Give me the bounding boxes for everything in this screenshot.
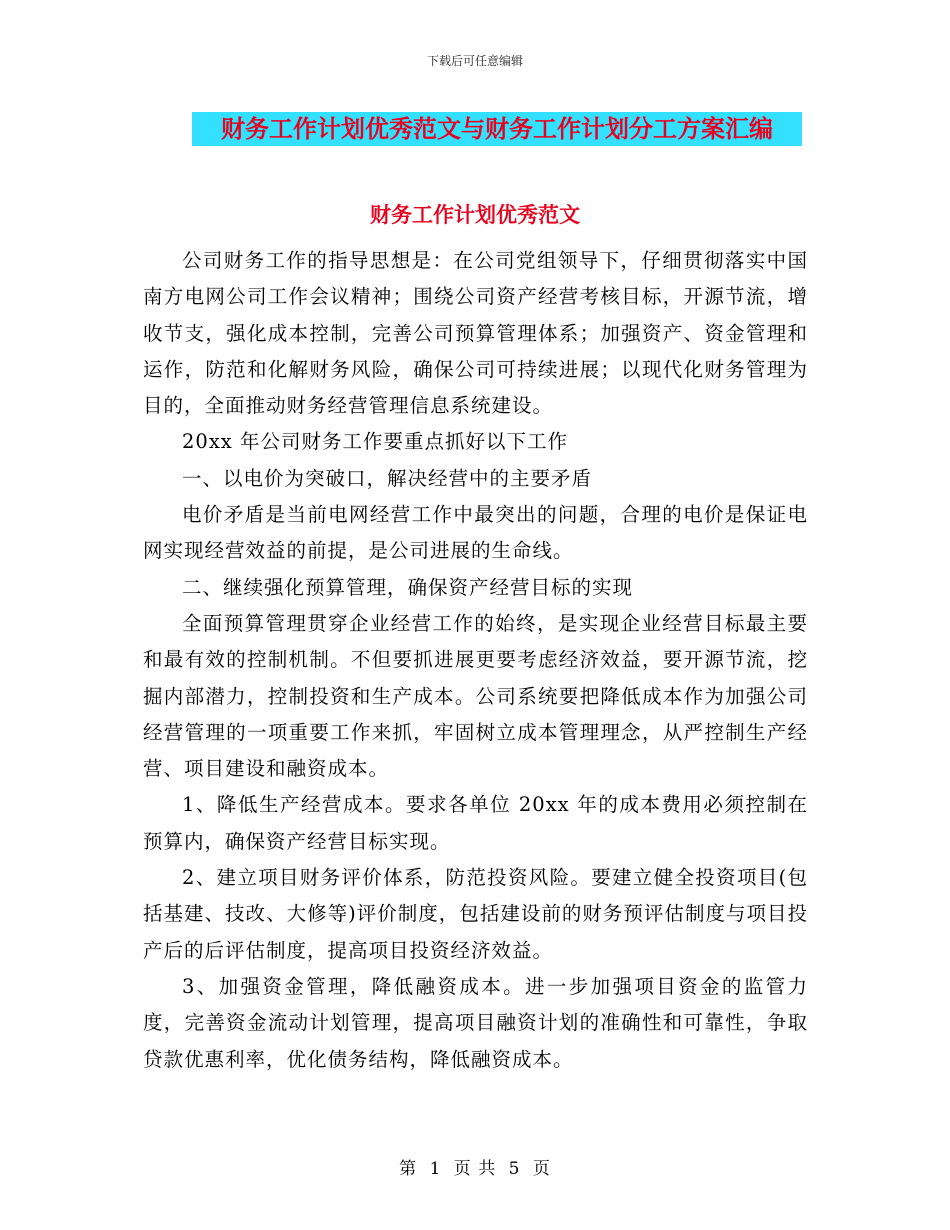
paragraph-budget-management: 全面预算管理贯穿企业经营工作的始终，是实现企业经营目标最主要和最有效的控制机制。不但要抓进展更要考虑经济效益，要开源节流，挖掘内部潜力，控制投资和生产成本。公司系统要把降低成本作为加强公司经营管理的一项重要工作来抓，牢固树立成本管理理念，从严控制生产经营、项目建设和融资成本。 xyxy=(143,611,808,781)
paragraph-electricity-price: 电价矛盾是当前电网经营工作中最突出的问题，合理的电价是保证电网实现经营效益的前提，是公司进展的生命线。 xyxy=(143,503,808,563)
document-title: 财务工作计划优秀范文与财务工作计划分工方案汇编 xyxy=(192,112,802,146)
heading-electricity-price: 一、以电价为突破口，解决经营中的主要矛盾 xyxy=(182,466,593,490)
footer-total-pages: 5 xyxy=(508,1159,521,1179)
paragraph-project-evaluation: 2、建立项目财务评价体系，防范投资风险。要建立健全投资项目(包括基建、技改、大修等)评价制度，包括建设前的财务预评估制度与项目投产后的后评估制度，提高项目投资经济效益。 xyxy=(143,866,808,962)
paragraph-reduce-costs: 1、降低生产经营成本。要求各单位 20xx 年的成本费用必须控制在预算内，确保资产经营目标实现。 xyxy=(143,793,808,853)
paragraph-fund-management: 3、加强资金管理，降低融资成本。进一步加强项目资金的监管力度，完善资金流动计划管理，提高项目融资计划的准确性和可靠性，争取贷款优惠利率，优化债务结构，降低融资成本。 xyxy=(143,974,808,1071)
document-body xyxy=(143,243,808,1078)
section-title: 财务工作计划优秀范文 xyxy=(370,202,580,227)
header-note: 下载后可任意编辑 xyxy=(426,54,523,68)
paragraph-key-tasks-intro: 20xx 年公司财务工作要重点抓好以下工作 xyxy=(182,430,569,454)
footer-prefix: 第 xyxy=(399,1159,418,1179)
footer-page-number: 1 xyxy=(429,1159,442,1179)
paragraph-guiding-principle: 公司财务工作的指导思想是：在公司党组领导下，仔细贯彻落实中国南方电网公司工作会议精神；围绕公司资产经营考核目标，开源节流，增收节支，强化成本控制，完善公司预算管理体系；加强资产、资金管理和运作，防范和化解财务风险，确保公司可持续进展；以现代化财务管理为目的，全面推动财务经营管理信息系统建设。 xyxy=(143,249,808,418)
page-footer xyxy=(0,1158,950,1180)
heading-budget-management: 二、继续强化预算管理，确保资产经营目标的实现 xyxy=(182,575,634,599)
footer-suffix: 页 xyxy=(532,1159,551,1179)
footer-mid: 页 共 xyxy=(453,1159,497,1179)
